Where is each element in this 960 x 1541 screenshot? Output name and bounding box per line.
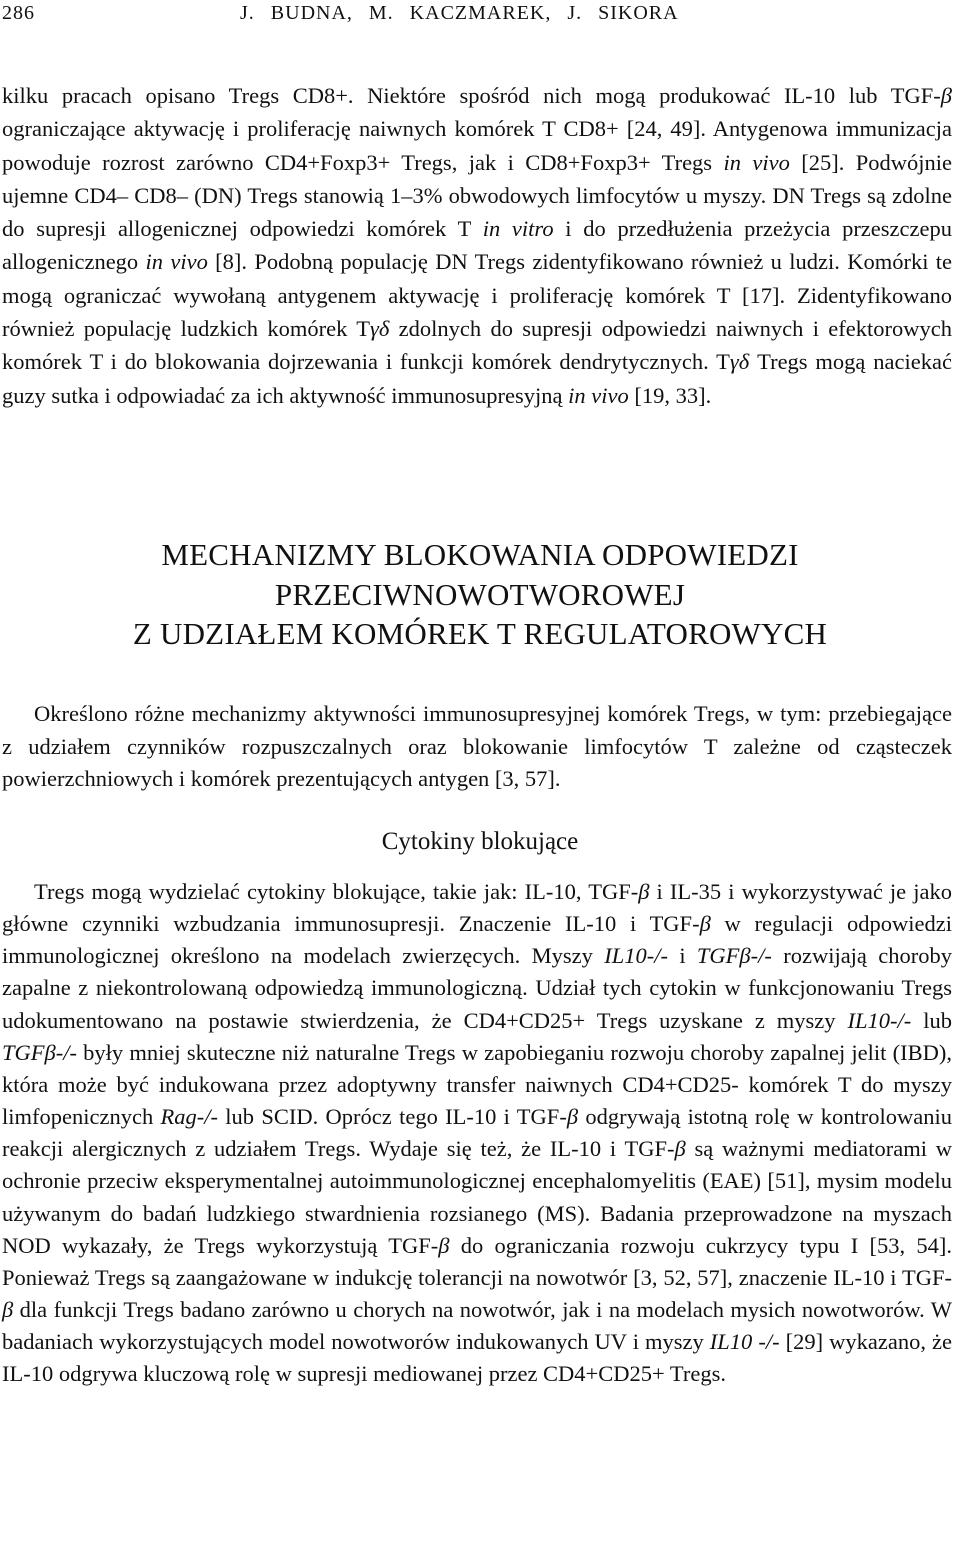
- italic-term: Rag-/-: [160, 1104, 218, 1130]
- paragraph-mechanisms-intro: Określono różne mechanizmy aktywności immunosupresyjnej komórek Tregs, w tym: przebiegające z udziałem czynników rozpuszczalnych oraz blokowanie limfocytów T zależne od cząsteczek powierzchniowych i komórek prezentujących antygen [3, 57].: [2, 701, 952, 791]
- text-run: do ograniczania rozwoju cukrzycy typu I [53, 54]. Ponieważ Tregs są zaangażowane w indukcję tolerancji na nowotwór [3, 52, 57], znaczenie IL-10 i TGF-: [2, 1232, 952, 1290]
- italic-term: IL10-/-: [847, 1007, 912, 1033]
- running-title: J. BUDNA, M. KACZMAREK, J. SIKORA: [240, 2, 679, 24]
- italic-term: in vitro: [482, 216, 554, 242]
- text-run: i IL-35 i wykorzystywać je jako główne czynniki wzbudzania immunosupresji. Znaczenie IL-10 i TGF-: [2, 879, 952, 937]
- beta-symbol: β: [940, 83, 952, 108]
- section-heading: [0, 535, 960, 654]
- italic-term: IL10-/-: [604, 943, 668, 969]
- running-header: [0, 0, 960, 26]
- italic-term: TGFβ-/-: [2, 1039, 77, 1065]
- text-run: zdolnych do supresji odpowiedzi naiwnych i efektorowych komórek T i do blokowania dojrzewania i funkcji komórek dendrytycznych. T: [2, 316, 952, 375]
- text-run: odgrywają istotną rolę w kontrolowaniu reakcji alergicznych z udziałem Tregs. Wydaje się też, że IL-10 i TGF-: [2, 1104, 952, 1162]
- text-run: kilku pracach opisano Tregs CD8+. Niektóre spośród nich mogą produkować IL-10 lub TGF-: [2, 83, 941, 108]
- beta-symbol: β: [566, 1104, 579, 1130]
- beta-symbol: β: [638, 879, 650, 904]
- text-run: Tregs mogą wydzielać cytokiny blokujące, takie jak: IL-10, TGF-: [34, 879, 639, 904]
- text-run: lub: [911, 1007, 952, 1033]
- beta-symbol: β: [699, 911, 711, 937]
- beta-symbol: β: [2, 1297, 14, 1323]
- text-run: były mniej skuteczne niż naturalne Tregs w zapobieganiu rozwoju choroby zapalnej jelit (IBD), która może być indukowana przez adoptywny transfer naiwnych CD4+CD25- komórek T do myszy limfopenicznych: [2, 1039, 952, 1130]
- text-run: i: [667, 943, 697, 969]
- text-run: i do przedłużenia przeżycia przeszczepu allogenicznego: [2, 216, 952, 275]
- section-heading-line: PRZECIWNOWOTWOROWEJ: [274, 576, 686, 612]
- text-run: są ważnymi mediatorami w ochronie przeciw eksperymentalnej autoimmunologicznej encephalomyelitis (EAE) [51], mysim modelu używanym do badań ludzkiego stwardnienia rozsianego (MS). Badania przeprowadzone na myszach NOD wykazały, że Tregs wykorzystują TGF-: [2, 1136, 952, 1258]
- text-run: [29] wykazano, że IL-10 odgrywa kluczową rolę w supresji mediowanej przez CD4+CD25+ Tregs.: [2, 1329, 952, 1387]
- italic-term: in vivo: [145, 249, 208, 275]
- italic-term: in vivo: [723, 149, 790, 175]
- text-run: ograniczające aktywację i proliferację naiwnych komórek T CD8+ [24, 49]. Antygenowa immunizacja powoduje rozrost zarówno CD4+Foxp3+ Tregs, jak i CD8+Foxp3+ Tregs: [2, 116, 952, 175]
- paragraph-tregs-populations: [2, 79, 952, 412]
- paragraph-blocking-cytokines: [2, 876, 952, 1391]
- text-run: [8]. Podobną populację DN Tregs zidentyfikowano również u ludzi. Komórki te mogą ograniczać wywołaną antygenem aktywację i proliferację komórek T [17]. Zidentyfikowano również populację ludzkich komórek T: [2, 249, 953, 342]
- subsection-heading: Cytokiny blokujące: [381, 828, 579, 855]
- italic-term: in vivo: [568, 382, 629, 408]
- text-run: dla funkcji Tregs badano zarówno u chorych na nowotwór, jak i na modelach mysich nowotworów. W badaniach wykorzystujących model nowotworów indukowanych UV i myszy: [2, 1297, 952, 1355]
- gamma-delta-symbol: γδ: [370, 316, 390, 342]
- section-heading-line: MECHANIZMY BLOKOWANIA ODPOWIEDZI: [161, 537, 799, 572]
- text-run: lub SCID. Oprócz tego IL-10 i TGF-: [218, 1104, 567, 1130]
- gamma-delta-symbol: γδ: [729, 349, 750, 375]
- text-run: Tregs mogą naciekać guzy sutka i odpowiadać za ich aktywność immunosupresyjną: [2, 349, 952, 408]
- italic-term: IL10 -/-: [709, 1329, 780, 1355]
- beta-symbol: β: [438, 1232, 450, 1258]
- text-run: [19, 33].: [628, 382, 712, 408]
- text-run: w regulacji odpowiedzi immunologicznej określono na modelach zwierzęcych. Myszy: [2, 911, 952, 969]
- text-run: [25]. Podwójnie ujemne CD4– CD8– (DN) Tregs stanowią 1–3% obwodowych limfocytów u myszy. DN Tregs są zdolne do supresji allogenicznej odpowiedzi komórek T: [2, 149, 952, 242]
- text-run: rozwijają choroby zapalne z niekontrolowaną odpowiedzą immunologiczną. Udział tych cytokin w funkcjonowaniu Tregs udokumentowano na postawie stwierdzenia, że CD4+CD25+ Tregs uzyskane z myszy: [2, 943, 952, 1033]
- beta-symbol: β: [674, 1136, 686, 1162]
- section-heading-line: Z UDZIAŁEM KOMÓREK T REGULATOROWYCH: [132, 616, 828, 651]
- italic-term: TGFβ-/-: [696, 943, 772, 969]
- page-number: 286: [2, 2, 35, 24]
